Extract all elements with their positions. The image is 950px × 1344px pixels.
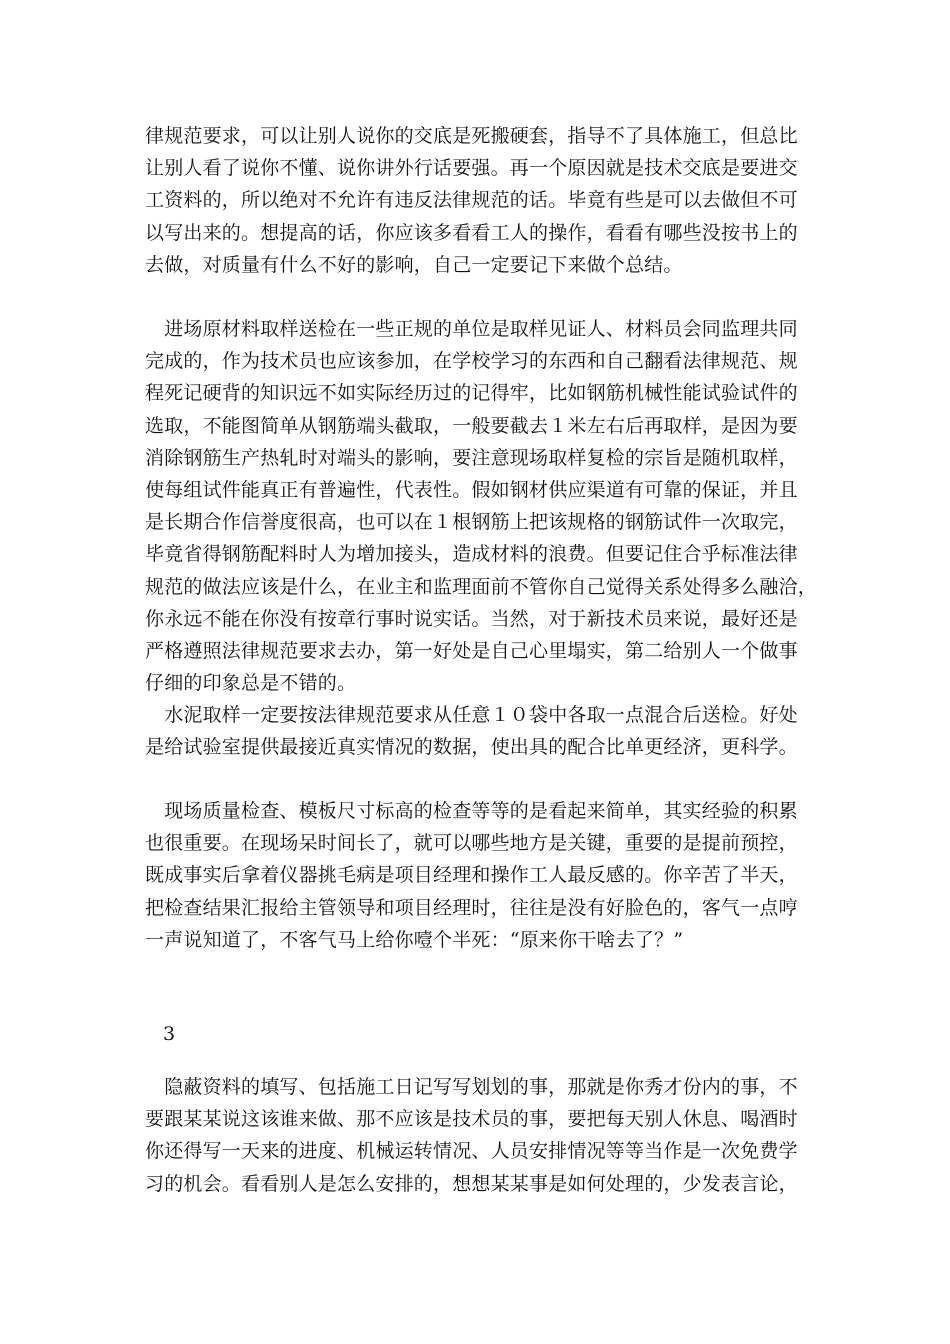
paragraph-5 — [145, 1071, 810, 1200]
page-number: 3 — [163, 1023, 176, 1045]
text-line: 完成的，作为技术员也应该参加，在学校学习的东西和自己翻看法律规范、规 — [145, 350, 798, 373]
text-line: 是给试验室提供最接近真实情况的数据，使出具的配合比单更经济，更科学。 — [145, 736, 798, 759]
text-line: 你永远不能在你没有按章行事时说实话。当然，对于新技术员来说，最好还是 — [145, 607, 798, 630]
paragraph-1 — [145, 120, 810, 281]
text-line: 把检查结果汇报给主管领导和项目经理时，往往是没有好脸色的，客气一点哼 — [145, 896, 798, 919]
text-line: 让别人看了说你不懂、说你讲外行话要强。再一个原因就是技术交底是要进交 — [145, 157, 798, 180]
text-line: 仔细的印象总是不错的。 — [145, 672, 357, 695]
text-line: 规范的做法应该是什么，在业主和监理面前不管你自己觉得关系处得多么融洽， — [145, 575, 818, 598]
text-line: 也很重要。在现场呆时间长了，就可以哪些地方是关键，重要的是提前预控， — [145, 832, 798, 855]
text-line: 隐蔽资料的填写、包括施工日记写写划划的事，那就是你秀才份内的事，不 — [145, 1076, 798, 1098]
text-line: 以写出来的。想提高的话，你应该多看看工人的操作，看看有哪些没按书上的 — [145, 221, 798, 244]
text-line: 进场原材料取样送检在一些正规的单位是取样见证人、材料员会同监理共同 — [145, 318, 798, 340]
text-line: 工资料的，所以绝对不允许有违反法律规范的话。毕竟有些是可以去做但不可 — [145, 189, 798, 212]
text-line: 律规范要求，可以让别人说你的交底是死搬硬套，指导不了具体施工，但总比 — [145, 125, 798, 147]
text-line: 毕竟省得钢筋配料时人为增加接头，造成材料的浪费。但要记住合乎标准法律 — [145, 543, 798, 566]
text-line: 选取，不能图简单从钢筋端头截取，一般要截去１米左右后再取样，是因为要 — [145, 414, 798, 437]
text-line: 消除钢筋生产热轧时对端头的影响，要注意现场取样复检的宗旨是随机取样， — [145, 446, 798, 469]
text-line: 是长期合作信誉度很高，也可以在１根钢筋上把该规格的钢筋试件一次取完， — [145, 511, 798, 534]
text-line: 使每组试件能真正有普遍性，代表性。假如钢材供应渠道有可靠的保证，并且 — [145, 478, 798, 501]
text-line: 程死记硬背的知识远不如实际经历过的记得牢，比如钢筋机械性能试验试件的 — [145, 382, 798, 405]
paragraph-2 — [145, 313, 818, 699]
text-line: 要跟某某说这该谁来做、那不应该是技术员的事，要把每天别人休息、喝酒时 — [145, 1108, 798, 1131]
text-line: 你还得写一天来的进度、机械运转情况、人员安排情况等等当作是一次免费学 — [145, 1140, 798, 1163]
text-line: 严格遵照法律规范要求去办，第一好处是自己心里塌实，第二给别人一个做事 — [145, 639, 798, 662]
text-line: 水泥取样一定要按法律规范要求从任意１０袋中各取一点混合后送检。好处 — [145, 704, 798, 726]
text-line: 既成事实后拿着仪器挑毛病是项目经理和操作工人最反感的。你辛苦了半天， — [145, 864, 798, 887]
paragraph-3 — [145, 699, 810, 763]
paragraph-4 — [145, 795, 810, 956]
text-line: 习的机会。看看别人是怎么安排的，想想某某事是如何处理的，少发表言论， — [145, 1172, 798, 1195]
text-line: 现场质量检查、模板尺寸标高的检查等等的是看起来简单，其实经验的积累 — [145, 800, 798, 822]
text-line: 去做，对质量有什么不好的影响，自己一定要记下来做个总结。 — [145, 253, 683, 276]
text-line: 一声说知道了，不客气马上给你噎个半死：“原来你干啥去了？” — [145, 928, 684, 951]
